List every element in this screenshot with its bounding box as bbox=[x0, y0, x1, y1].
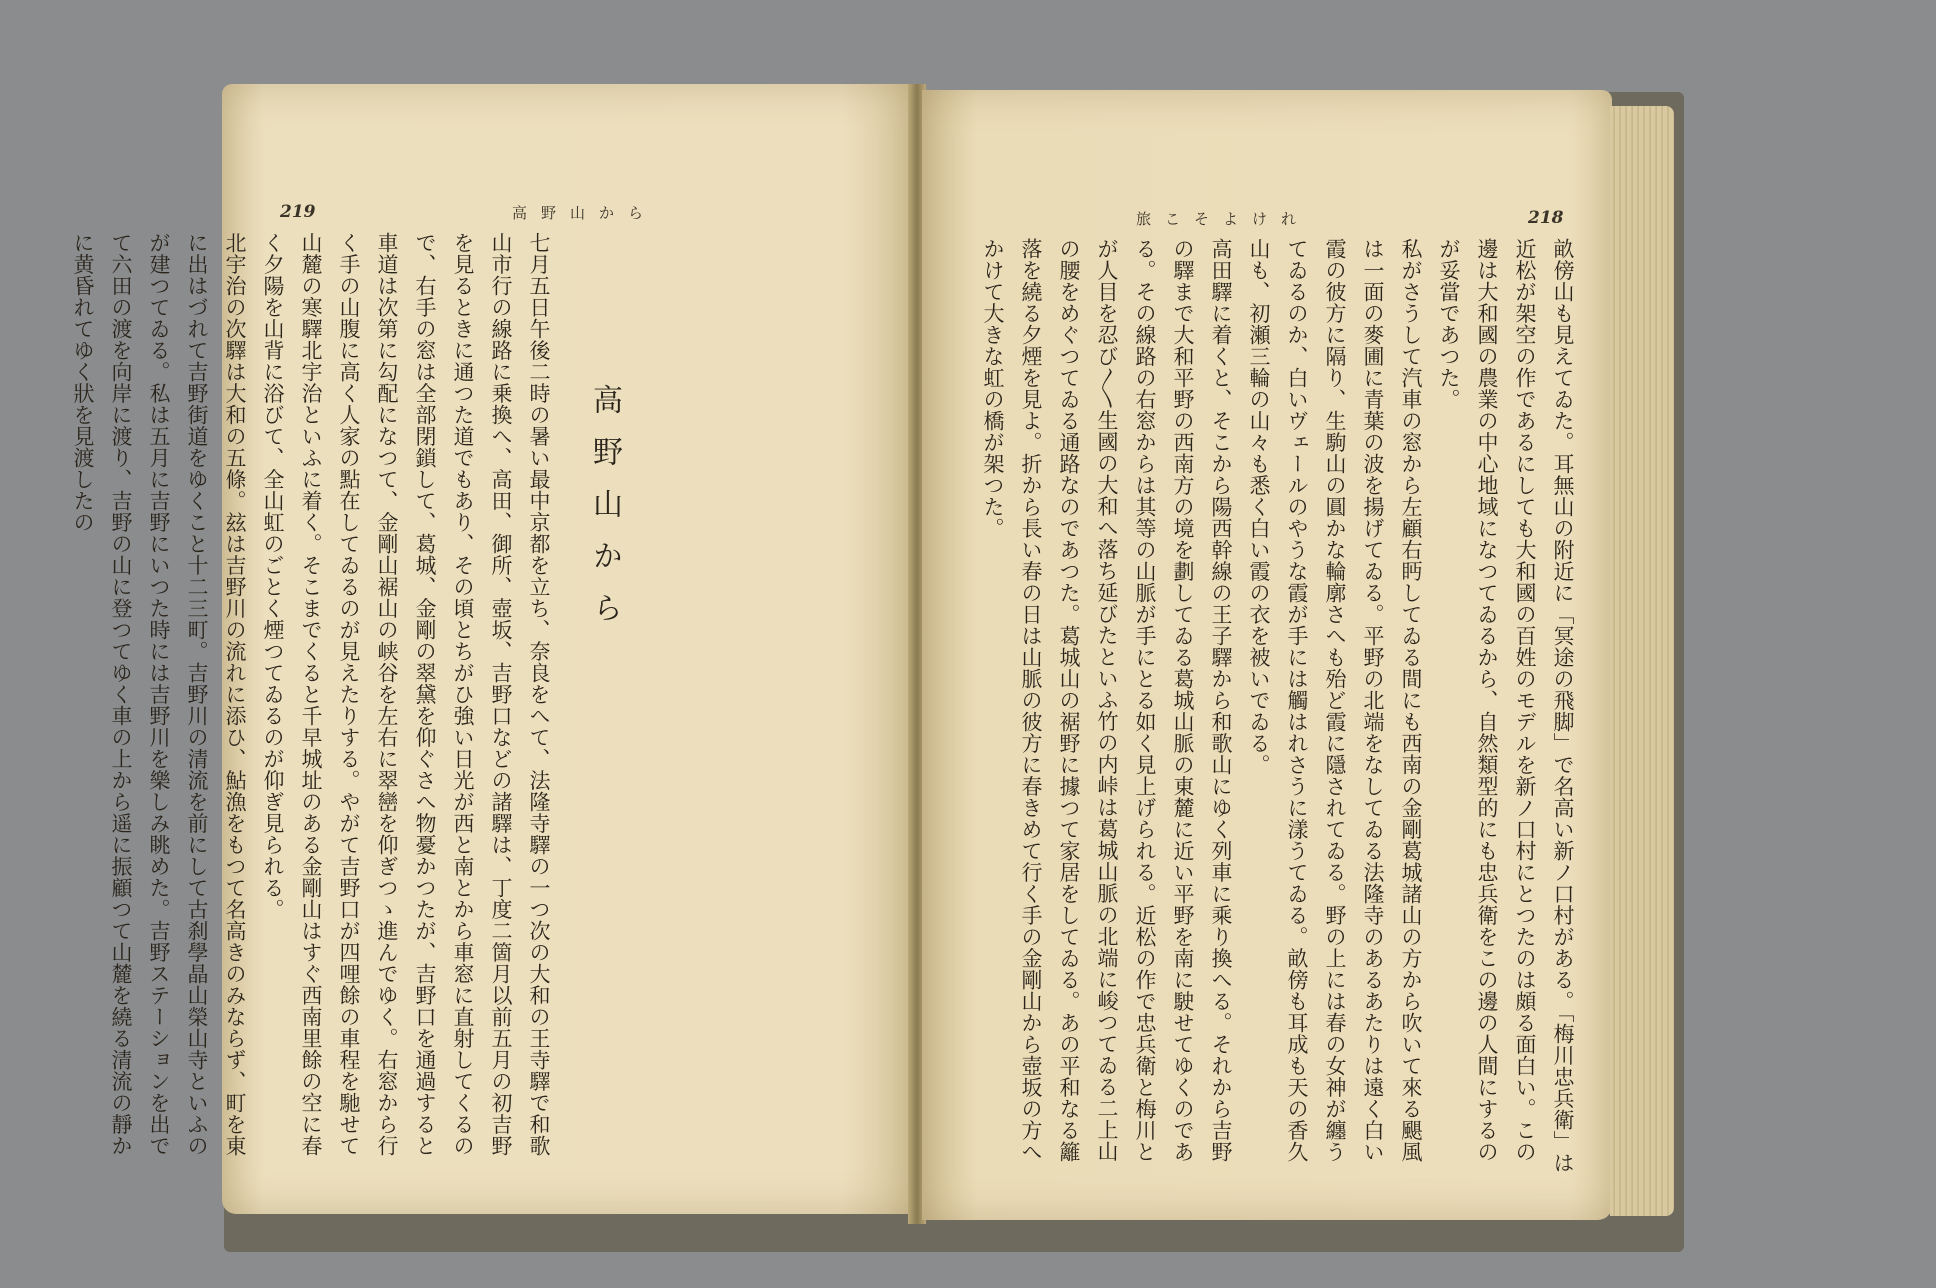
paragraph: 畝傍山も見えてゐた。耳無山の附近に「冥途の飛脚」で名高い新ノ口村がある。「梅川忠兵衛」は近松が架空の作であるにしても大和國の百姓のモデルを新ノ口村にとつたのは頗る面白い。この邊は大和國の農業の中心地域になつてゐるから、自然類型的にも忠兵衛をこの邊の人間にするのが妥當であつた。 bbox=[1437, 238, 1575, 1174]
paragraph: 高田驛に着くと、そこから陽西幹線の王子驛から和歌山にゆく列車に乘り換へる。それから吉野の驛まで大和平野の西南方の境を劃してゐる葛城山脈の東麓に近い平野を南に駛せてゆくのである。その線路の右窓からは其等の山脈が手にとる如く見上げられる。近松の作で忠兵衛と梅川とが人目を忍び〱生國の大和へ落ち延びたといふ竹の内峠は葛城山脈の北端に峻つてゐる二上山の腰をめぐつてゐる通路なのであつた。葛城山の裾野に據つて家居をしてゐる。あの平和なる籬落を繞る夕煙を見よ。折から長い春の日は山脈の彼方に春きめて行く手の金剛山から壺坂の方へかけて大きな虹の橋が架つた。 bbox=[981, 238, 1233, 1163]
right-page bbox=[922, 90, 1612, 1220]
paragraph: 私がさうして汽車の窓から左顧右眄してゐる間にも西南の金剛葛城諸山の方から吹いて來る颶風は一面の麥圃に青葉の波を揚げてゐる。平野の北端をなしてゐる法隆寺のあるあたりは遠く白い霞の彼方に隔り、生駒山の圓かな輪廓さへも殆ど霞に隱されてゐる。野の上には春の女神が纏うてゐるのか、白いヴェールのやうな霞が手には觸はれさうに漾うてゐる。畝傍も耳成も天の香久山も、初瀬三輪の山々も悉く白い霞の衣を被いでゐる。 bbox=[1247, 238, 1423, 1163]
paragraph: 七月五日午後二時の暑い最中京都を立ち、奈良をへて、法隆寺驛の一つ次の大和の王寺驛で和歌山市行の線路に乗換へ、高田、御所、壺坂、吉野口などの諸驛は、丁度二箇月以前五月の初吉野を見るときに通つた道でもあり、その頃とちがひ強い日光が西と南とから車窓に直射してくるので、右手の窓は全部閉鎖して、葛城、金剛の翠黛を仰ぐさへ物憂かつたが、吉野口を通過すると車道は次第に勾配になつて、金剛山裾山の峡谷を左右に翠巒を仰ぎつゝ進んでゆく。右窓から行く手の山腹に高く人家の點在してゐるのが見えたりする。やがて吉野口が四哩餘の車程を馳せて山麓の寒驛北宇治といふに着く。そこまでくると千早城址のある金剛山はすぐ西南里餘の空に春く夕陽を山背に浴びて、全山虹のごとく煙つてゐるのが仰ぎ見られる。 bbox=[261, 232, 551, 1157]
page-block-edge bbox=[1610, 106, 1674, 1216]
chapter-title: 高野山から bbox=[587, 384, 622, 644]
right-page-number: 218 bbox=[1528, 208, 1564, 228]
open-book bbox=[71, 84, 1682, 1244]
right-body-text bbox=[982, 238, 1582, 1178]
paragraph: 北宇治の次驛は大和の五條。玆は吉野川の流れに添ひ、鮎漁をもつて名高きのみならず、町を東に出はづれて吉野街道をゆくこと十二三町。吉野川の清流を前にして古刹學晶山榮山寺といふのが建つてゐる。私は五月に吉野にいつた時には吉野川を樂しみ眺めた。吉野ステーションを出でて六田の渡を向岸に渡り、吉野の山に登つてゆく車の上から遥に振顧つて山麓を繞る清流の靜かに黄昏れてゆく狀を見渡したの bbox=[71, 232, 247, 1157]
left-page bbox=[71, 84, 912, 1214]
left-page-number: 219 bbox=[280, 202, 316, 222]
left-body-text bbox=[71, 232, 558, 1172]
left-running-head: 高野山から bbox=[512, 204, 658, 222]
right-running-head: 旅こそよけれ bbox=[1136, 210, 1311, 228]
